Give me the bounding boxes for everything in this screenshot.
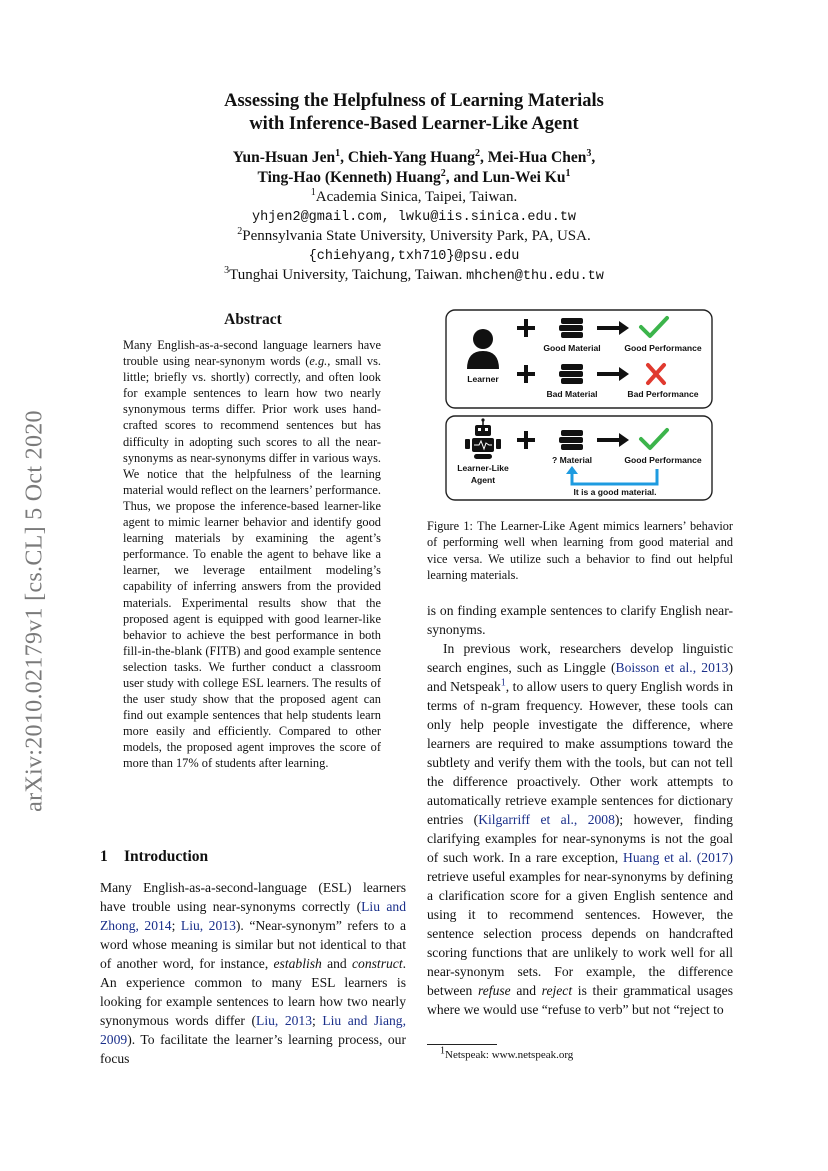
- good-performance-label-2: Good Performance: [624, 455, 702, 465]
- author-separator: ,: [591, 149, 596, 166]
- paragraph: [427, 639, 733, 1019]
- figure-1: [445, 309, 713, 502]
- affiliation-mark: 2: [237, 226, 243, 237]
- intro-paragraph: [100, 878, 406, 1068]
- book-stack-icon: [559, 430, 583, 450]
- bad-performance-label: Bad Performance: [627, 389, 699, 399]
- abstract-heading: Abstract: [224, 311, 282, 328]
- citation-link[interactable]: Liu and Zhong, 2014: [100, 899, 407, 933]
- author-line-1: [100, 148, 728, 168]
- author-name: , Chieh-Yang Huang: [340, 149, 475, 166]
- body-text: ). To facilitate the learner’s learning process, our focus: [100, 1032, 406, 1066]
- affiliation-mark: 1: [310, 187, 316, 198]
- affiliation-1: [100, 188, 728, 208]
- affiliation-text: Pennsylvania State University, University Park, PA, USA.: [242, 228, 591, 244]
- abstract-text: Many English-as-a-second language learners have trouble using near-synonym words (: [123, 338, 381, 369]
- body-text: Many English-as-a-second-language (ESL) learners have trouble using near-synonyms correctly (: [100, 880, 406, 914]
- right-column-text: [427, 601, 733, 1019]
- footnote-rule: [427, 1044, 497, 1045]
- good-performance-label: Good Performance: [624, 343, 702, 353]
- title-line-2: with Inference-Based Learner-Like Agent: [249, 114, 579, 134]
- abstract-text: small vs. little; briefly vs. shortly) correctly, and often look for example sentences to learn how two nearly synonymous terms differ. Prior work uses hand-crafted scores to recommend sentences but has difficulty in adopting such scores to all the near-synonyms as near-synonyms differ in various ways. We notice that the helpfulness of the learning material would reflect on the learners’ performance. Thus, we propose the inference-based learner-like agent to mimic learner behavior and identify good learning materials by examining the agent’s performance. To enable the agent to behave like a learner, we leverage entailment modeling’s capability of inferring answers from the provided materials. Experimental results show that the proposed agent is equipped with good learner-like behavior to achieve the best performance in both fill-in-the-blank (FITB) and good example sentence selection tasks. We further conduct a classroom user study with college ESL learners. The results of the user study show that the proposed agent can find out example sentences that help students learn more easily and efficiently. Compared to other models, the proposed agent improves the score of more than 17% of students after learning.: [123, 354, 381, 771]
- author-line-2: [100, 168, 728, 188]
- author-name: Yun-Hsuan Jen: [232, 149, 336, 166]
- paper-title: [100, 90, 728, 136]
- footnote-link[interactable]: 1: [500, 677, 506, 689]
- body-text: and: [321, 956, 352, 971]
- citation-link[interactable]: Kilgarriff et al., 2008: [478, 812, 615, 827]
- author-affiliation-mark: 3: [586, 147, 592, 159]
- affiliations: [100, 188, 728, 287]
- body-text: retrieve useful examples for near-synonyms by defining a clarification score for a given English sentence and using it to recommend sentences. However, the sentence selection process depends on handcrafted scoring functions that are unlikely to work well for all near-synonym sets. For example, the difference between: [427, 869, 733, 998]
- good-material-label: Good Material: [543, 343, 601, 353]
- body-text: ;: [312, 1013, 323, 1028]
- author-name: , and Lun-Wei Ku: [445, 169, 566, 186]
- section-heading: [100, 848, 208, 866]
- body-text: is their grammatical usages where we would use “refuse to verb” but not “reject to: [427, 983, 733, 1017]
- citation-link[interactable]: Huang et al. (2017): [623, 850, 733, 865]
- italic-term: establish: [273, 956, 322, 971]
- learner-label: Learner: [467, 374, 499, 384]
- body-text: and: [510, 983, 542, 998]
- italic-term: construct: [352, 956, 403, 971]
- citation-link[interactable]: Liu and Jiang, 2009: [100, 1013, 406, 1047]
- affiliation-text: Academia Sinica, Taipei, Taiwan.: [315, 189, 518, 205]
- arxiv-sidebar: [10, 376, 60, 846]
- affiliation-mark: 3: [224, 265, 230, 276]
- section-title: Introduction: [124, 848, 209, 865]
- section-number: 1: [100, 848, 108, 865]
- abstract-italic: e.g.,: [309, 354, 331, 369]
- citation-link[interactable]: Liu, 2013: [180, 918, 236, 933]
- paragraph: is on finding example sentences to clarify English near-synonyms.: [427, 603, 733, 637]
- figure-caption: Figure 1: The Learner-Like Agent mimics learners’ behavior of performing well when learning from good material and vice versa. We utilize such a behavior to find out helpful learning materials.: [427, 519, 733, 583]
- italic-term: reject: [541, 983, 573, 998]
- unknown-material-label: ? Material: [551, 455, 593, 465]
- author-affiliation-mark: 2: [474, 147, 480, 159]
- author-affiliation-mark: 1: [565, 167, 571, 179]
- affiliation-text: Tunghai University, Taichung, Taiwan.: [229, 267, 467, 283]
- body-text: In previous work, researchers develop linguistic search engines, such as Linggle (: [427, 641, 733, 675]
- agent-label-line-1: Learner-Like: [457, 463, 509, 473]
- author-name: Ting-Hao (Kenneth) Huang: [257, 169, 441, 186]
- body-text: , to allow users to query English words in terms of n-gram frequency. However, these tools can only help people investigate the difference, where learners are required to make assumptions toward the subtlety and verify them with the tools, but can not tell the difference proactively. Other work attempts to automatically retrieve example sentences for dictionary entries (: [427, 679, 733, 827]
- figure-diagram: [445, 309, 713, 502]
- agent-label-line-2: Agent: [470, 475, 496, 485]
- conclusion-label: It is a good material.: [573, 487, 657, 497]
- book-stack-icon: [559, 318, 583, 338]
- author-affiliation-mark: 1: [335, 147, 341, 159]
- citation-link[interactable]: Boisson et al., 2013: [615, 660, 729, 675]
- author-list: [100, 148, 728, 188]
- author-name: , Mei-Hua Chen: [479, 149, 587, 166]
- book-stack-icon: [559, 364, 583, 384]
- email-2: {chiehyang,txh710}@psu.edu: [308, 248, 520, 264]
- email-3: mhchen@thu.edu.tw: [466, 269, 604, 284]
- affiliation-2: [100, 227, 728, 247]
- body-text: ); however, finding clarifying examples for near-synonyms is not the goal of such work. In a rare exception,: [427, 812, 733, 865]
- citation-link[interactable]: Liu, 2013: [256, 1013, 313, 1028]
- affiliation-3: [100, 266, 728, 287]
- bad-material-label: Bad Material: [546, 389, 598, 399]
- title-line-1: Assessing the Helpfulness of Learning Materials: [224, 91, 604, 111]
- italic-term: refuse: [477, 983, 511, 998]
- body-text: . An experience common to many ESL learners is looking for example sentences to learn how two nearly synonymous words differ (: [100, 956, 406, 1028]
- body-text: ;: [171, 918, 181, 933]
- arxiv-identifier: arXiv:2010.02179v1 [cs.CL] 5 Oct 2020: [21, 410, 48, 812]
- body-text: ). “Near-synonym” refers to a word whose meaning is similar but not identical to that of another word, for instance,: [100, 918, 406, 971]
- author-affiliation-mark: 2: [440, 167, 446, 179]
- abstract-body: [123, 337, 381, 772]
- footnote: [440, 1045, 574, 1061]
- body-text: ) and Netspeak: [427, 660, 733, 694]
- footnote-mark: 1: [440, 1045, 445, 1057]
- footnote-text: Netspeak: www.netspeak.org: [445, 1049, 574, 1061]
- email-1: yhjen2@gmail.com, lwku@iis.sinica.edu.tw: [251, 209, 577, 225]
